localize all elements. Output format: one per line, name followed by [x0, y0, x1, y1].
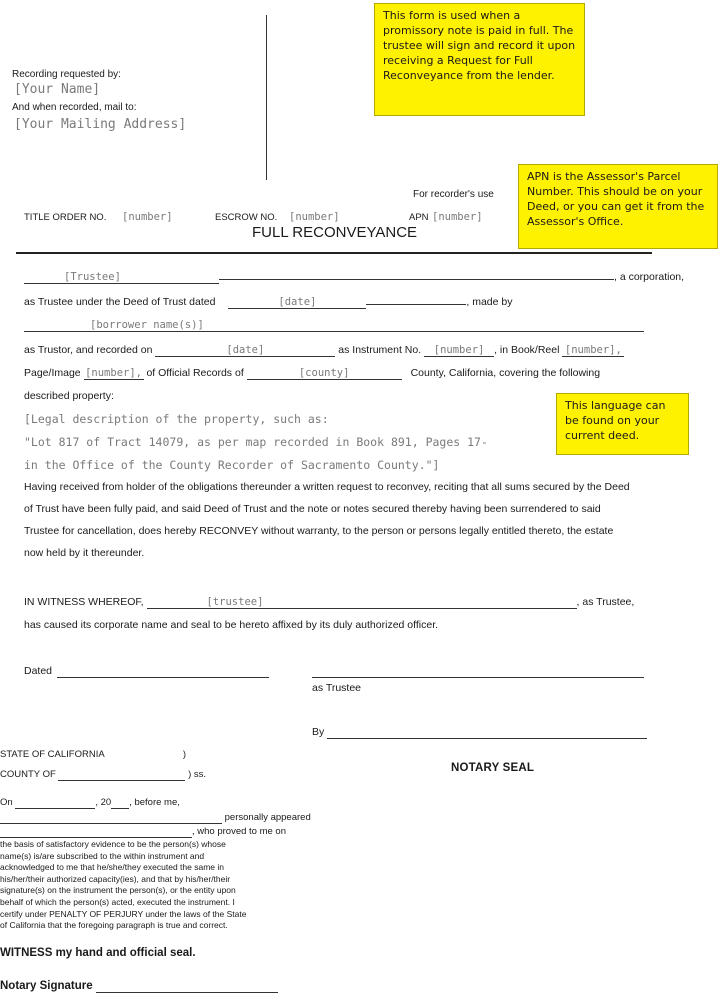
notary-seal-label: NOTARY SEAL	[451, 762, 535, 774]
reconvey-para-line-2: of Trust have been fully paid, and said Deed of Trust and the note or notes secured thereby having been surrendered to said	[24, 503, 601, 515]
made-by-text: , made by	[466, 296, 513, 308]
trustee-row	[24, 271, 684, 284]
legal-description-line-2: "Lot 817 of Tract 14079, as per map recorded in Book 891, Pages 17-	[24, 435, 488, 449]
apn-label: APN	[409, 212, 429, 223]
borrower-field: [borrower name(s)]	[24, 319, 644, 332]
ack-line: behalf of which the person(s) acted, executed the instrument. I	[0, 896, 235, 907]
ack-line: of California that the foregoing paragraph is true and correct.	[0, 920, 228, 931]
mailing-address-field: [Your Mailing Address]	[14, 117, 187, 132]
deed-date-field: [date]	[228, 296, 366, 309]
reconvey-para-line-1: Having received from holder of the obligations thereunder a written request to reconvey, reciting that all sums secured by the Deed	[24, 481, 630, 493]
ack-line: name(s) is/are subscribed to the within instrument and	[0, 850, 205, 861]
county-label: COUNTY OF	[0, 769, 56, 780]
official-records-text: of Official Records of	[146, 367, 244, 379]
notary-ack-text	[0, 839, 300, 932]
language-callout: This language can be found on your current deed.	[556, 393, 689, 455]
by-row	[312, 726, 647, 739]
borrower-row	[24, 319, 644, 332]
deed-dated-row	[24, 296, 512, 309]
notary-signature-label: Notary Signature	[0, 980, 93, 992]
state-of-california	[0, 749, 186, 760]
page-image-row	[24, 367, 600, 380]
county-ca-text: County, California, covering the following	[410, 367, 601, 379]
your-name-field: [Your Name]	[14, 82, 101, 97]
witness-whereof-row	[24, 596, 634, 609]
reconvey-para-line-3: Trustee for cancellation, does hereby RECONVEY without warranty, to the person or persons legally entitled thereto, the estate	[24, 525, 614, 537]
county-ss: ) ss.	[188, 769, 207, 780]
title-order-value: [number]	[122, 211, 173, 223]
by-label: By	[312, 726, 325, 738]
page-image-text: Page/Image	[24, 367, 81, 379]
who-proved-line	[0, 826, 192, 838]
witness-hand-text: WITNESS my hand and official seal.	[0, 947, 196, 959]
county-of-row	[0, 769, 206, 781]
trustee-signature-line	[312, 677, 644, 678]
document-title: FULL RECONVEYANCE	[252, 224, 418, 241]
witness-whereof-text: IN WITNESS WHEREOF,	[24, 596, 144, 608]
by-line	[327, 726, 647, 739]
notary-signature-line	[96, 980, 278, 993]
legal-description-line-1: [Legal description of the property, such as:	[24, 412, 329, 426]
escrow-label: ESCROW NO.	[215, 212, 278, 223]
ack-line: certify under PENALTY OF PERJURY under the laws of the State	[0, 908, 247, 919]
county-field: [county]	[247, 367, 402, 380]
instrument-no-text: as Instrument No.	[338, 344, 422, 356]
page-image-field: [number],	[85, 367, 142, 379]
year-prefix: , 20	[95, 797, 112, 808]
ack-line: acknowledged to me that he/she/they executed the same in	[0, 862, 224, 873]
recording-requested-label: Recording requested by:	[12, 69, 121, 80]
corporation-text: , a corporation,	[614, 271, 685, 283]
mail-to-label: And when recorded, mail to:	[12, 102, 137, 113]
deed-dated-text: as Trustee under the Deed of Trust dated	[24, 296, 216, 308]
on-label: On	[0, 797, 13, 808]
apn-value: [number]	[432, 211, 483, 223]
affixed-text: has caused its corporate name and seal to be hereto affixed by its duly authorized officer.	[24, 619, 439, 631]
witness-trustee-field: [trustee]	[147, 596, 577, 609]
book-reel-text: , in Book/Reel	[494, 344, 560, 356]
book-reel-field: [number],	[562, 344, 624, 357]
reconvey-para-line-4: now held by it thereunder.	[24, 547, 145, 559]
year-line	[111, 797, 129, 809]
recorded-on-row	[24, 344, 624, 357]
notary-signature-row	[0, 980, 278, 993]
apn-callout: APN is the Assessor's Parcel Number. This should be on your Deed, or you can get it from the Assessor's Office.	[518, 164, 718, 249]
header-divider	[266, 15, 267, 180]
ack-line: signature(s) on the instrument the person(s), or the entity upon	[0, 885, 236, 896]
as-trustee-comma-text: , as Trustee,	[576, 596, 635, 608]
ack-line: his/her/their authorized capacity(ies), and that by his/her/their	[0, 873, 231, 884]
recorded-date-field: [date]	[155, 344, 335, 357]
title-order-label: TITLE ORDER NO.	[24, 212, 107, 223]
dated-line	[57, 665, 269, 678]
personally-appeared-text: personally appeared	[224, 812, 311, 823]
dated-row	[24, 665, 269, 678]
on-date-row	[0, 797, 180, 809]
recorders-use-label: For recorder's use	[413, 189, 494, 200]
title-rule	[16, 252, 652, 254]
appeared-line	[0, 812, 222, 824]
dated-label: Dated	[24, 665, 53, 677]
legal-description-line-3: in the Office of the County Recorder of Sacramento County."]	[24, 458, 440, 472]
described-property-text: described property:	[24, 390, 114, 402]
escrow-value: [number]	[289, 211, 340, 223]
form-purpose-callout: This form is used when a promissory note is paid in full. The trustee will sign and record it upon receiving a Request for Full Reconveyance from the lender.	[374, 3, 585, 116]
county-line	[58, 769, 185, 781]
before-me-text: , before me,	[129, 797, 180, 808]
recorded-on-text: as Trustor, and recorded on	[24, 344, 153, 356]
who-proved-text: , who proved to me on	[192, 826, 286, 837]
as-trustee-label: as Trustee	[312, 682, 362, 694]
who-proved-row	[0, 826, 286, 838]
state-label: STATE OF CALIFORNIA	[0, 749, 105, 760]
personally-appeared-row	[0, 812, 311, 824]
instrument-number-field: [number]	[424, 344, 494, 357]
ack-line: the basis of satisfactory evidence to be the person(s) whose	[0, 839, 226, 849]
state-paren: )	[182, 749, 186, 760]
trustee-field: [Trustee]	[24, 271, 219, 284]
on-date-line	[15, 797, 95, 809]
